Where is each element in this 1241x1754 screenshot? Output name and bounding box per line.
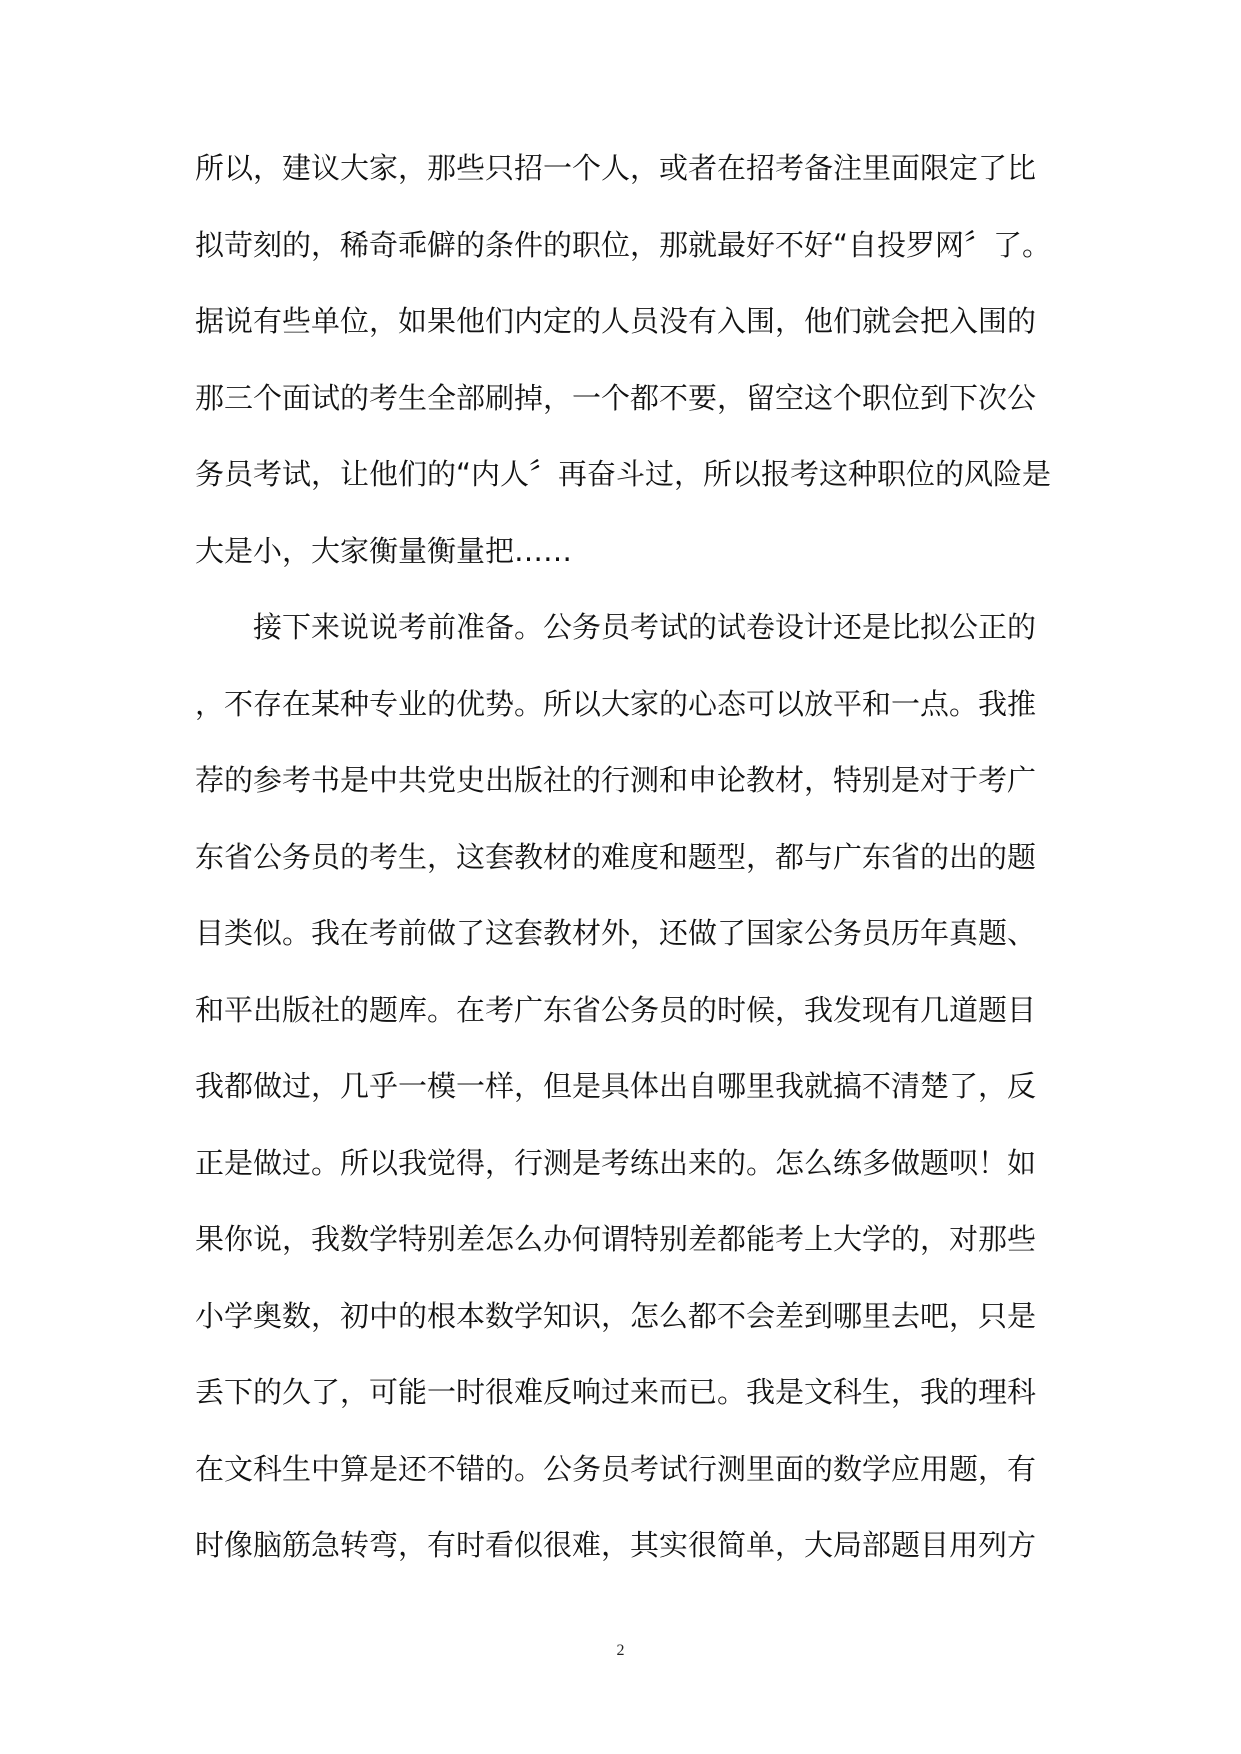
text-line: 和平出版社的题库。在考广东省公务员的时候，我发现有几道题目 (195, 992, 1037, 1027)
text-line: 目类似。我在考前做了这套教材外，还做了国家公务员历年真题、 (195, 916, 1037, 950)
page-number: 2 (616, 1642, 625, 1659)
paragraph-start-line: 接下来说说考前准备。公务员考试的试卷设计还是比拟公正的 (253, 610, 1037, 644)
text-line: 正是做过。所以我觉得，行测是考练出来的。怎么练多做题呗！如 (195, 1145, 1037, 1180)
text-line: 果你说，我数学特别差怎么办何谓特别差都能考上大学的，对那些 (195, 1222, 1037, 1256)
text-line: 那三个面试的考生全部刷掉，一个都不要，留空这个职位到下次公 (195, 380, 1037, 415)
text-line: 据说有些单位，如果他们内定的人员没有入围，他们就会把入围的 (195, 304, 1037, 338)
text-line: 小学奥数，初中的根本数学知识，怎么都不会差到哪里去吧，只是 (195, 1298, 1037, 1333)
text-line: 荐的参考书是中共党史出版社的行测和申论教材，特别是对于考广 (195, 763, 1037, 797)
text-line: 大是小，大家衡量衡量把…… (195, 533, 573, 568)
text-line: 在文科生中算是还不错的。公务员考试行测里面的数学应用题，有 (195, 1451, 1037, 1486)
body-text (195, 138, 1075, 1592)
text-line: 拟苛刻的，稀奇乖僻的条件的职位，那就最好不好“自投罗网〞了。 (195, 227, 1052, 262)
text-line: 所以，建议大家，那些只招一个人，或者在招考备注里面限定了比 (195, 151, 1037, 185)
text-line: 东省公务员的考生，这套教材的难度和题型，都与广东省的出的题 (195, 839, 1037, 874)
text-line: 务员考试，让他们的“内人〞再奋斗过，所以报考这种职位的风险是 (195, 457, 1052, 491)
text-line: 时像脑筋急转弯，有时看似很难，其实很简单，大局部题目用列方 (195, 1528, 1037, 1562)
text-line: 丢下的久了，可能一时很难反响过来而已。我是文科生，我的理科 (195, 1375, 1037, 1409)
text-line: ，不存在某种专业的优势。所以大家的心态可以放平和一点。我推 (195, 686, 1037, 721)
text-line: 我都做过，几乎一模一样，但是具体出自哪里我就搞不清楚了，反 (195, 1069, 1037, 1103)
